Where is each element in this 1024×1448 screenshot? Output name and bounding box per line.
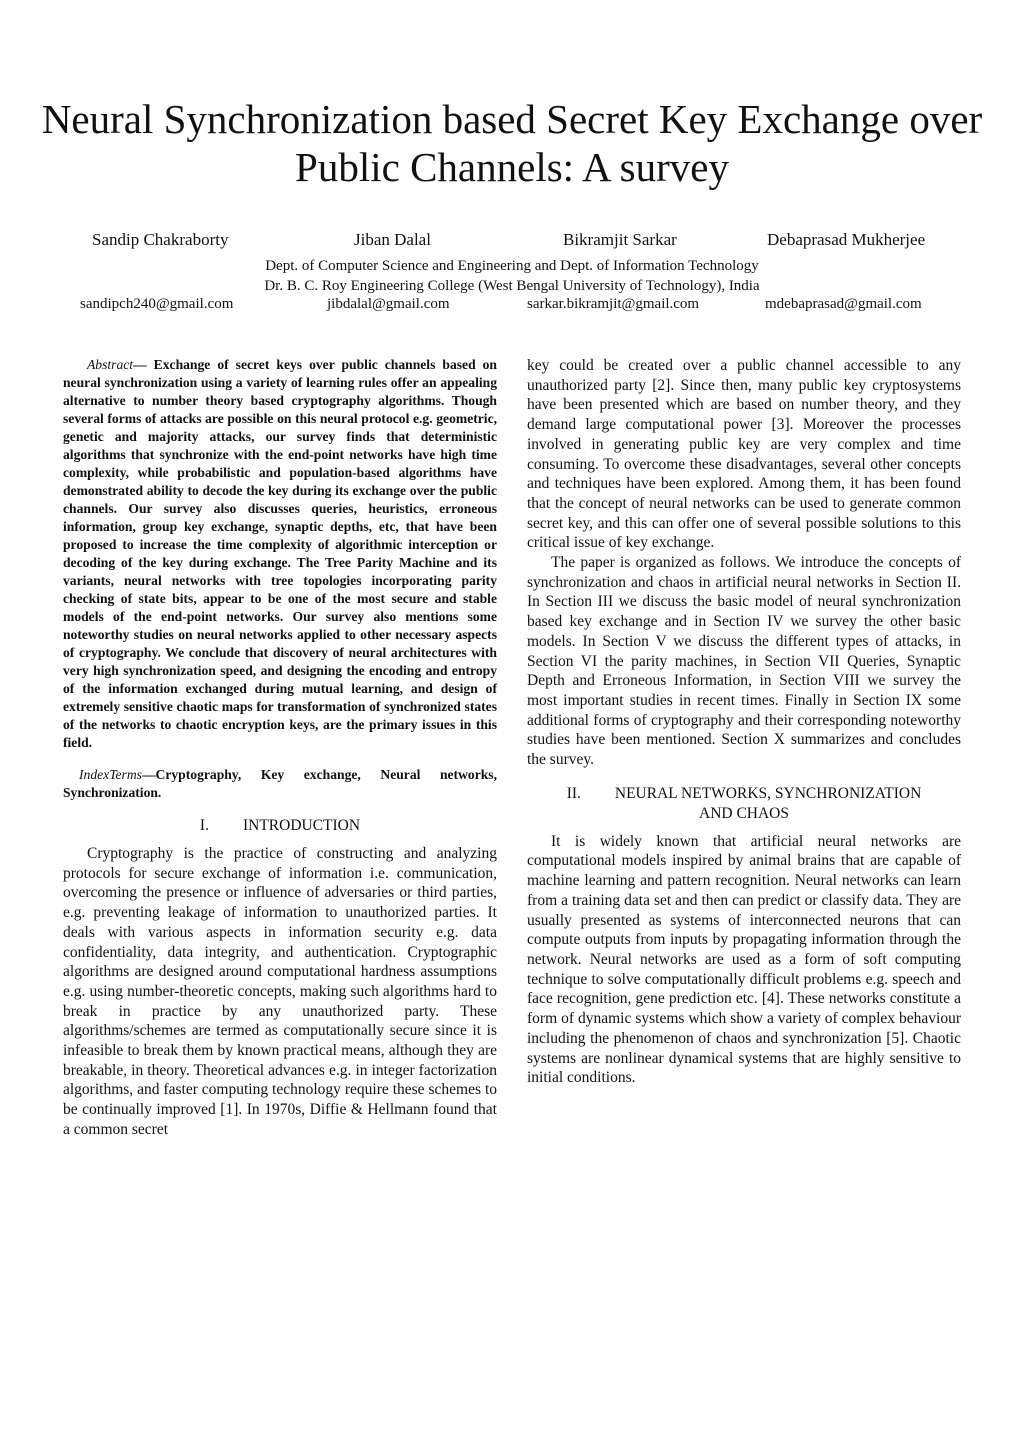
index-terms-text: —Cryptography, Key exchange, Neural networks, Synchronization. [63, 767, 497, 800]
section-title: NEURAL NETWORKS, SYNCHRONIZATION [614, 784, 922, 802]
author-email: sandipch240@gmail.com [80, 296, 234, 312]
affiliation-line: Dept. of Computer Science and Engineering and Dept. of Information Technology [265, 258, 759, 274]
author-email: mdebaprasad@gmail.com [765, 296, 922, 312]
section-heading [63, 816, 497, 836]
author-list [0, 230, 1024, 252]
right-column [527, 356, 961, 1088]
author-name: Bikramjit Sarkar [563, 230, 677, 249]
author-email: sarkar.bikramjit@gmail.com [527, 296, 700, 312]
abstract-text: Exchange of secret keys over public channels based on neural synchronization using a variety of learning rules offer an appealing alternative to number theory based cryptography algorithms. Though several forms of attacks are possible on this neural protocol e.g. geometric, genetic and majority attacks, our survey finds that deterministic algorithms that synchronize with the end-point networks have high time complexity, while probabilistic and population-based algorithms have demonstrated ability to decode the key during its exchange over the public channels. Our survey also discusses queries, heuristics, erroneous information, group key exchange, synaptic depths, etc, that have been proposed to increase the time complexity of algorithmic interception or decoding of the key during exchange. The Tree Parity Machine and its variants, neural networks with tree topologies incorporating parity checking of state bits, appear to be one of the most secure and stable models of the end-point networks. Our survey also mentions some noteworthy studies on neural networks applied to other necessary aspects of cryptography. We conclude that discovery of neural architectures with very high synchronization speed, and designing the encoding and entropy of the information exchanged during mutual learning, and design of extremely sensitive chaotic maps for transformation of synchronized states of the networks to chaotic encryption keys, are the primary issues in this field. [63, 357, 497, 750]
abstract-label: Abstract [87, 357, 134, 372]
author-name: Jiban Dalal [354, 230, 431, 249]
abstract-dash: — [133, 357, 147, 372]
author-name: Debaprasad Mukherjee [767, 230, 926, 249]
left-column [63, 356, 497, 1140]
paper-title: Neural Synchronization based Secret Key Exchange over Public Channels: A survey [41, 96, 983, 190]
section-number: II. [566, 784, 581, 802]
body-paragraph: The paper is organized as follows. We introduce the concepts of synchronization and chaos in artificial neural networks in Section II. In Section III we discuss the basic model of neural synchronization based key exchange and in Section IV we survey the other basic models. In Section V we discuss the different types of attacks, in Section VI the parity machines, in Section VII Queries, Synaptic Depth and Erroneous Information, in Section VIII we survey the most important studies in recent times. Finally in Section IX some additional forms of cryptography and their corresponding noteworthy studies have been mentioned. Section X summarizes and concludes the survey. [527, 554, 961, 769]
body-paragraph: key could be created over a public channel accessible to any unauthorized party [2]. Since then, many public key cryptosystems have been presented which are based on number theory, and they demand large computational power [3]. Moreover the processes involved in generating public key are very complex and time consuming. To overcome these disadvantages, several other concepts and techniques have been explored. Among them, it has been found that the concept of neural networks can be used to generate common secret key, and this can offer one of several possible solutions to this critical issue of key exchange. [527, 357, 961, 552]
section-heading [527, 784, 961, 824]
abstract [63, 356, 497, 752]
index-terms [63, 766, 497, 802]
author-name: Sandip Chakraborty [92, 230, 229, 249]
affiliation-line: Dr. B. C. Roy Engineering College (West Bengal University of Technology), India [264, 278, 760, 294]
section-title: INTRODUCTION [242, 817, 361, 834]
body-paragraph: Cryptography is the practice of constructing and analyzing protocols for secure exchange of information i.e. communication, overcoming the presence or influence of adversaries or third parties, e.g. preventing leakage of information to unauthorized parties. It deals with various aspects in information security e.g. data confidentiality, data integrity, and authentication. Cryptographic algorithms are designed around computational hardness assumptions e.g. using number-theoretic concepts, making such algorithms hard to break in practice by any unauthorized party. These algorithms/schemes are termed as computationally secure since it is infeasible to break them by known practical means, although they are breakable, in theory. Theoretical advances e.g. in integer factorization algorithms, and faster computing technology require these schemes to be continually improved [1]. In 1970s, Diffie & Hellmann found that a common secret [63, 845, 497, 1138]
body-paragraph: It is widely known that artificial neural networks are computational models inspired by animal brains that are capable of machine learning and pattern recognition. Neural networks can learn from a training data set and then can predict or classify data. They are usually presented as systems of interconnected neurons that can compute outputs from inputs by propagating information through the network. Neural networks are used as a form of soft computing technique to solve computationally difficult problems e.g. speech and face recognition, gene prediction etc. [4]. These networks constitute a form of dynamic systems which show a variety of complex behaviour including the phenomenon of chaos and synchronization [5]. Chaotic systems are nonlinear dynamical systems that are highly sensitive to initial conditions. [527, 832, 961, 1087]
section-title-cont: AND CHAOS [699, 804, 789, 822]
author-email: jibdalal@gmail.com [327, 296, 450, 312]
index-terms-label: IndexTerms [79, 767, 142, 782]
section-number: I. [199, 817, 209, 834]
